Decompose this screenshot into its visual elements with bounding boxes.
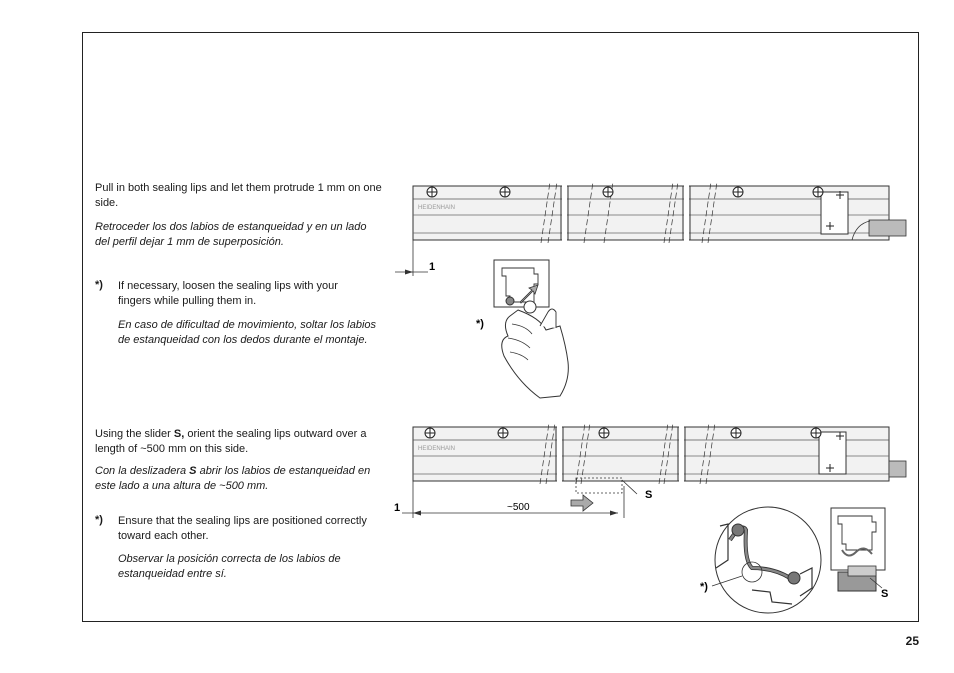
section1-paragraph-en: Pull in both sealing lips and let them protrude 1 mm on one side.: [95, 182, 382, 209]
section2-paragraph-es-pre: Con la deslizadera: [95, 465, 190, 477]
section2-note-es: Observar la posición correcta de los labios de estanqueidad entre sí.: [118, 553, 341, 580]
section2-note-marker: *): [95, 514, 103, 526]
brand-label-top: HEIDENHAIN: [418, 205, 456, 211]
slider-detail: [831, 508, 888, 600]
note-marker-detail: *): [700, 581, 708, 593]
slider-reference-bold-es: S: [189, 465, 197, 477]
dimension-1-top: 1: [429, 261, 436, 273]
slider-reference-bold: S,: [173, 428, 185, 440]
slider-s-label: S: [645, 489, 653, 501]
section2-paragraph-es-post: abrir los labios de estanqueidad en este lado a una altura de ~500 mm.: [95, 465, 371, 492]
section1-paragraph-es: Retroceder los dos labios de estanqueidad y en un lado del perfil dejar 1 mm de superposición.: [95, 221, 367, 248]
section1-note-marker: *): [95, 279, 103, 291]
note-marker-hand: *): [476, 318, 484, 330]
dimension-1-bottom: 1: [394, 502, 401, 514]
section2-paragraph-en-post: orient the sealing lips outward over a length of ~500 mm on this side.: [95, 428, 367, 455]
sealing-lips-detail: [700, 507, 821, 613]
brand-label-bottom: HEIDENHAIN: [418, 446, 456, 452]
scale-housing-bottom: [394, 423, 906, 518]
scale-housing-top: [395, 182, 906, 276]
section1-note-en: If necessary, loosen the sealing lips with your fingers while pulling them in.: [118, 280, 338, 307]
section2-paragraph-en-pre: Using the slider: [95, 428, 174, 440]
page-number: 25: [905, 634, 919, 648]
dimension-500: ~500: [507, 502, 530, 513]
section2-note-en: Ensure that the sealing lips are positioned correctly toward each other.: [118, 515, 367, 542]
section1-note-es: En caso de dificultad de movimiento, soltar los labios de estanqueidad con los dedos durante el montaje.: [118, 319, 377, 346]
slider-s-label-detail: S: [881, 588, 889, 600]
hand-loosening-detail: [476, 260, 568, 398]
